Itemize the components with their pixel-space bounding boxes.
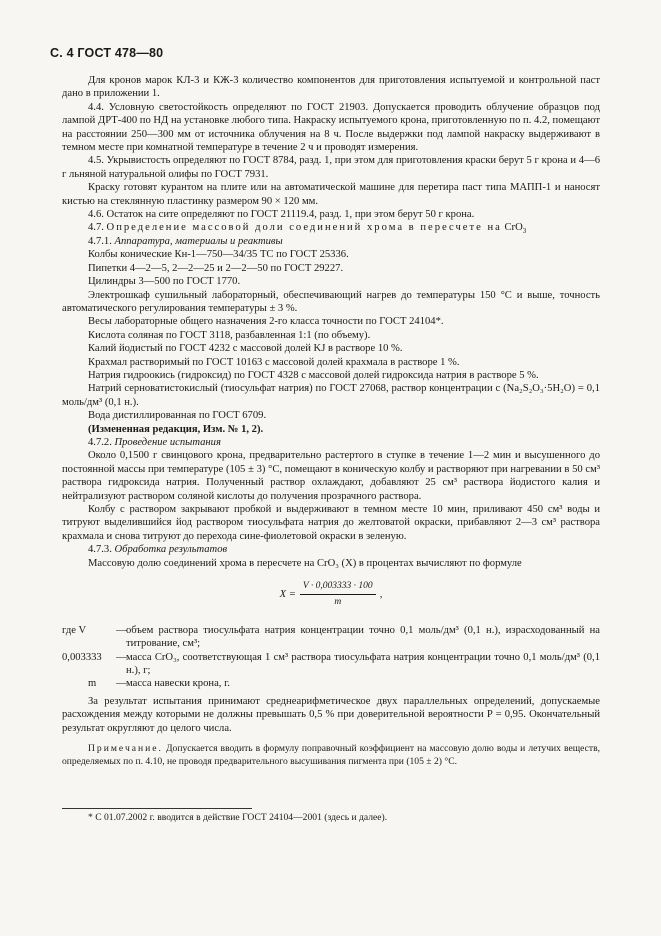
legend-text: масса навески крона, г.: [126, 678, 230, 690]
equipment-item: Электрошкаф сушильный лабораторный, обеспечивающий нагрев до температуры 150 °С и выше, точность автоматического регулирования температуры ± 3 %.: [62, 289, 600, 314]
procedure-paragraph: Колбу с раствором закрывают пробкой и выдерживают в темном месте 10 мин, приливают 450 см³ воды и титруют выделившийся йод раствором тиосульфата натрия до желтоватой окраски, прибавляют 2—3 см³ раствора крахмала и снова титруют до перехода сине-фиолетовой окраски в зеленую.: [62, 504, 600, 542]
reagent-item: Крахмал растворимый по ГОСТ 10163 с массовой долей крахмала в растворе 1 %.: [88, 356, 460, 368]
note-text: Допускается вводить в формулу поправочный коэффициент на массовую долю воды и летучих веществ, определяемых по п. 4.10, не проводя предварительного высушивания пигмента при (105 ± 2) °С.: [62, 743, 600, 767]
paragraph-4-7-2: [62, 436, 600, 449]
paragraph-4-7-3: [62, 543, 600, 556]
document-body: [62, 74, 600, 768]
equipment-item: Колбы конические Кн-1—750—34/35 ТС по ГОСТ 25336.: [88, 249, 349, 261]
paragraph-4-7: [62, 221, 600, 234]
formula-subscript: 3: [522, 227, 527, 236]
equipment-item: Весы лабораторные общего назначения 2-го класса точности по ГОСТ 24104*.: [88, 316, 444, 328]
formula-denominator: m: [334, 597, 342, 608]
page-header: С. 4 ГОСТ 478—80: [50, 46, 164, 60]
equipment-item: Пипетки 4—2—5, 2—2—25 и 2—2—50 по ГОСТ 29227.: [88, 262, 344, 274]
paragraph-4-4: 4.4. Условную светостойкость определяют по ГОСТ 21903. Допускается проводить облучение образцов под лампой ДРТ-400 по НД на установке любого типа. Накраску испытуемого крона, приготовленную по п. 4.2, помещают на расстоянии 250—300 мм от источника облучения на 8 ч. После выдержки под лампой накраску выдерживают в темном месте при комнатной температуре в течение 2 ч и проводят измерения.: [62, 101, 600, 154]
section-number: 4.7.: [88, 222, 107, 234]
revision-note: (Измененная редакция, Изм. № 1, 2).: [88, 423, 264, 435]
legend-symbol: 0,003333: [62, 651, 102, 663]
section-number: 4.7.2.: [88, 436, 115, 448]
footnote: * С 01.07.2002 г. вводится в действие ГОСТ 24104—2001 (здесь и далее).: [88, 812, 388, 823]
note-label: Примечание.: [88, 743, 163, 755]
section-title-spaced: Определение массовой доли соединений хрома в пересчете на: [106, 222, 502, 234]
conclusion-paragraph: За результат испытания принимают среднеарифметическое двух параллельных определений, допускаемые расхождения между которыми не должны превышать 0,5 % при доверительной вероятности P = 0,95. Окончательный результат округляют до целого числа.: [62, 695, 600, 734]
formula-numerator: V · 0,003333 · 100: [300, 580, 376, 595]
chemical-formula: CrO: [501, 222, 523, 234]
formula-intro: Массовую долю соединений хрома в пересчете на CrO₃ (X) в процентах вычисляют по формуле: [88, 557, 522, 569]
note-paragraph: [62, 743, 600, 768]
paragraph-paint-prep: Краску готовят курантом на плите или на автоматической машине для перетира паст типа МАПП-1 и наносят кистью на стеклянную пластинку размером 90 × 120 мм.: [62, 182, 600, 207]
formula-fraction: [300, 580, 376, 610]
legend-dash: —: [116, 624, 127, 636]
section-number: 4.7.3.: [88, 544, 115, 556]
equipment-item: Цилиндры 3—500 по ГОСТ 1770.: [88, 276, 241, 288]
legend-symbol: где V: [62, 624, 87, 636]
legend-dash: —: [116, 678, 127, 690]
paragraph-4-7-1: [62, 235, 600, 248]
legend-text: масса CrO₃, соответствующая 1 см³ раствора тиосульфата натрия концентрации точно 0,1 моль/дм³ (0,1 н.), г;: [126, 651, 600, 677]
reagent-item: Калий йодистый по ГОСТ 4232 с массовой долей KJ в растворе 10 %.: [88, 343, 403, 355]
reagent-item: Натрия гидроокись (гидроксид) по ГОСТ 4328 с массовой долей гидроксида натрия в растворе 5 %.: [88, 369, 539, 381]
procedure-paragraph: Около 0,1500 г свинцового крона, предварительно растертого в ступке в течение 1—2 мин и высушенного до постоянной массы при температуре (105 ± 3) °С, помещают в коническую колбу и растворяют при нагревании в 50 см³ раствора гидроксида натрия. Полученный раствор охлаждают, добавляют 25 см³ раствора йодистого калия и нейтрализуют раствором соляной кислоты до получения прозрачного раствора.: [62, 450, 600, 502]
reagent-item: Вода дистиллированная по ГОСТ 6709.: [88, 410, 267, 422]
reagent-item: Кислота соляная по ГОСТ 3118, разбавленная 1:1 (по объему).: [88, 329, 371, 341]
formula-tail: ,: [379, 589, 383, 601]
paragraph-4-5: 4.5. Укрывистость определяют по ГОСТ 8784, разд. 1, при этом для приготовления краски берут 5 г крона и 4—6 г льняной натуральной олифы по ГОСТ 7931.: [62, 155, 600, 180]
reagent-item: Натрий серноватистокислый (тиосульфат натрия) по ГОСТ 27068, раствор концентрации c (Na₂S₂O₃·5H₂O) = 0,1 моль/дм³ (0,1 н.).: [62, 383, 600, 408]
formula-lhs: X =: [279, 589, 296, 601]
legend-text: объем раствора тиосульфата натрия концентрации точно 0,1 моль/дм³ (0,1 н.), израсходованный на титрование, см³;: [126, 624, 600, 650]
legend-symbol: m: [88, 678, 97, 690]
formula: [62, 580, 600, 610]
formula-legend: [62, 624, 600, 691]
section-title: Проведение испытания: [114, 436, 221, 448]
section-title: Обработка результатов: [114, 544, 228, 556]
section-number: 4.7.1.: [88, 235, 115, 247]
paragraph-4-6: 4.6. Остаток на сите определяют по ГОСТ 21119.4, разд. 1, при этом берут 50 г крона.: [88, 209, 475, 221]
legend-dash: —: [116, 651, 127, 663]
footnote-divider: [62, 808, 252, 809]
paragraph-components: Для кронов марок КЛ-3 и КЖ-3 количество компонентов для приготовления испытуемой и контрольной паст дано в приложении 1.: [62, 75, 600, 100]
section-title: Аппаратура, материалы и реактивы: [114, 235, 283, 247]
